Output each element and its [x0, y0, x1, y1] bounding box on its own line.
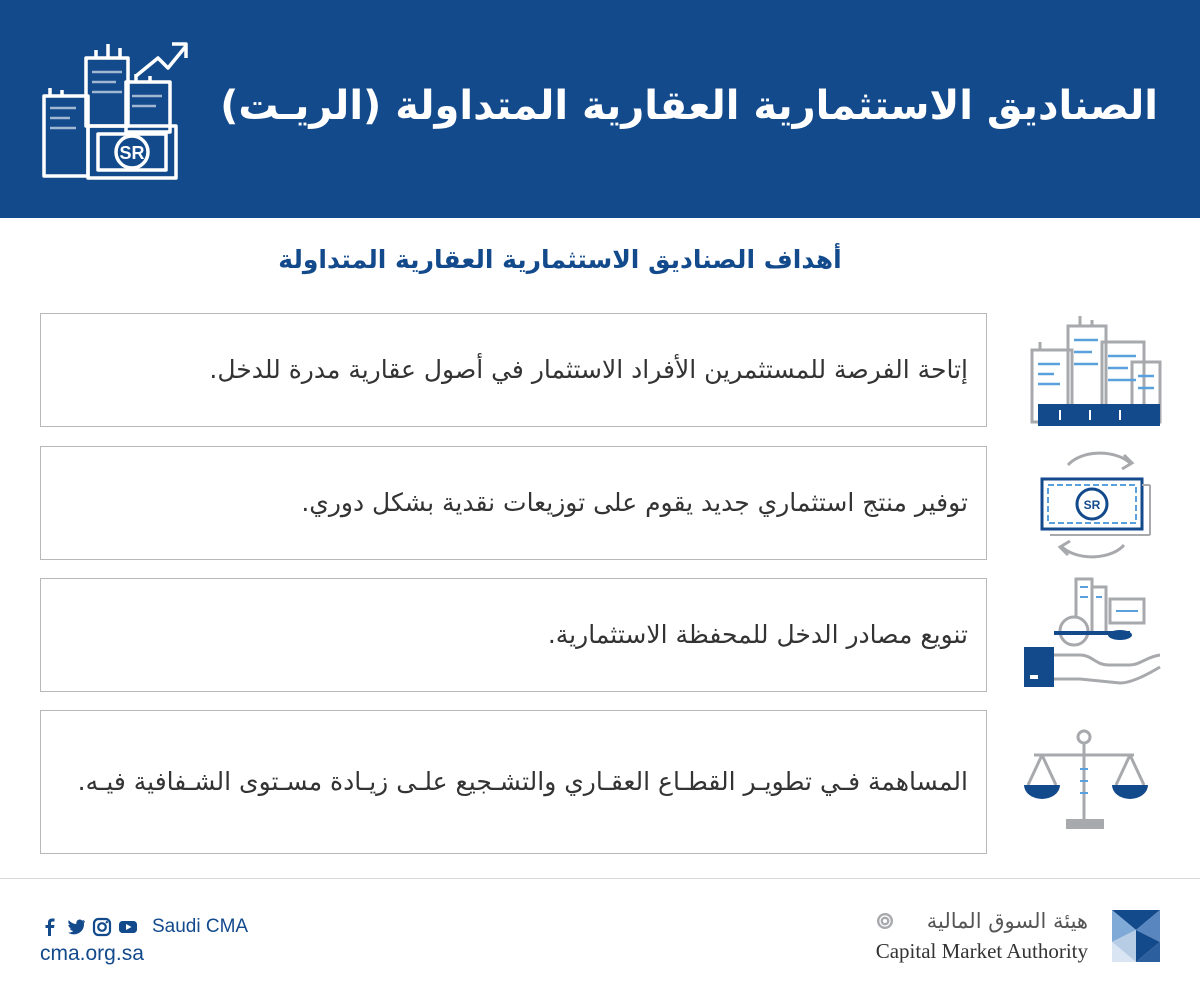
social-handle[interactable]: Saudi CMA [152, 916, 249, 937]
balance-scale-icon [1020, 725, 1170, 845]
goal-text-1: إتاحة الفرصة للمستثمرين الأفراد الاستثمار في أصول عقارية مدرة للدخل. [209, 355, 968, 384]
section-subtitle: أهداف الصناديق الاستثمارية العقارية المتداولة [278, 245, 842, 274]
facebook-icon[interactable] [40, 917, 60, 937]
buildings-money-growth-icon [36, 38, 194, 183]
goal-card-3 [40, 578, 987, 692]
goal-card-1 [40, 313, 987, 427]
goal-card-4 [40, 710, 987, 854]
social-links [40, 914, 248, 940]
website-link[interactable]: cma.org.sa [40, 942, 144, 965]
header-banner [0, 0, 1200, 218]
buildings-icon [1020, 312, 1170, 432]
twitter-icon[interactable] [66, 917, 86, 937]
cash-cycle-icon [1020, 445, 1170, 565]
currency-badge: SR [119, 143, 145, 163]
youtube-icon[interactable] [118, 917, 138, 937]
org-name-english: Capital Market Authority [875, 939, 1088, 963]
cma-logo-icon [1112, 910, 1160, 962]
footer-divider [0, 878, 1200, 879]
goal-text-2: توفير منتج استثماري جديد يقوم على توزيعات نقدية بشكل دوري. [301, 488, 968, 517]
page-title: الصناديق الاستثمارية العقارية المتداولة (الريـت) [220, 83, 1158, 129]
goal-card-2 [40, 446, 987, 560]
cash-badge: SR [1083, 498, 1101, 512]
goal-text-3: تنويع مصادر الدخل للمحفظة الاستثمارية. [547, 620, 968, 649]
org-name-arabic: هيئة السوق المالية [926, 909, 1088, 933]
hand-assets-icon [1020, 575, 1170, 695]
goal-text-4: المساهمة فـي تطويـر القطـاع العقـاري والتشـجيع علـى زيـادة مسـتوى الشـفافية فيـه. [77, 767, 968, 796]
instagram-icon[interactable] [92, 917, 112, 937]
